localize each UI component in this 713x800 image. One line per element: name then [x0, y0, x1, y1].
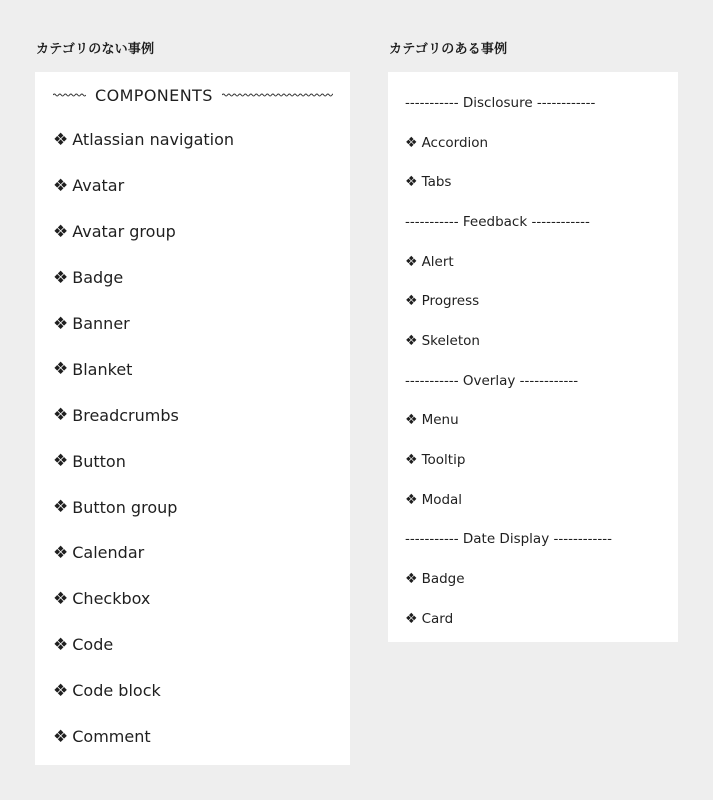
component-list-item-label: Avatar: [72, 176, 125, 196]
categorized-list-item-label: Accordion: [421, 134, 489, 151]
component-list-item-label: Button: [72, 451, 126, 471]
diamond-bullet-icon: ❖: [53, 359, 69, 380]
categorized-list-item-label: Modal: [421, 491, 463, 508]
diamond-bullet-icon: ❖: [405, 610, 418, 627]
wave-right-decoration: [222, 84, 333, 106]
categorized-list-item: [405, 281, 612, 321]
component-list-item: [53, 668, 234, 714]
diamond-bullet-icon: ❖: [53, 680, 69, 701]
component-list-item: [53, 346, 234, 392]
uncategorized-components-panel: [35, 72, 350, 765]
category-separator: [405, 202, 612, 242]
categorized-list-item: [405, 123, 612, 163]
diamond-bullet-icon: ❖: [53, 451, 69, 472]
diamond-bullet-icon: ❖: [53, 405, 69, 426]
categorized-list-item: [405, 242, 612, 282]
component-list-item-label: Atlassian navigation: [72, 130, 235, 150]
categorized-list-item-label: Tabs: [421, 174, 452, 191]
diamond-bullet-icon: ❖: [405, 134, 418, 151]
categorized-component-list: [405, 83, 612, 639]
categorized-list-item-label: Skeleton: [421, 332, 480, 349]
component-list-item: [53, 117, 234, 163]
diamond-bullet-icon: ❖: [405, 253, 418, 270]
category-separator-label: ----------- Overlay ------------: [405, 372, 579, 389]
component-list-item-label: Badge: [72, 268, 124, 288]
categorized-list-item-label: Card: [421, 610, 454, 627]
wave-left-decoration: [53, 84, 86, 106]
component-list-item-label: Avatar group: [72, 222, 176, 242]
diamond-bullet-icon: ❖: [405, 293, 418, 310]
categorized-list-item: [405, 559, 612, 599]
categorized-components-panel: [388, 72, 678, 642]
component-list-item-label: Banner: [72, 314, 130, 333]
categorized-list-item: [405, 321, 612, 361]
diamond-bullet-icon: ❖: [405, 174, 418, 191]
diamond-bullet-icon: ❖: [53, 726, 69, 747]
categorized-list-item-label: Menu: [421, 412, 459, 429]
diamond-bullet-icon: ❖: [405, 332, 418, 349]
category-separator: [405, 83, 612, 123]
right-column-title: カテゴリのある事例: [389, 42, 508, 57]
diamond-bullet-icon: ❖: [53, 221, 69, 242]
categorized-list-item: [405, 599, 612, 639]
component-list-item: [53, 438, 234, 484]
categorized-list-item: [405, 480, 612, 520]
diamond-bullet-icon: ❖: [405, 571, 418, 588]
component-list: [53, 117, 234, 759]
component-list-item: [53, 209, 234, 255]
diamond-bullet-icon: ❖: [405, 452, 418, 469]
left-column-title: カテゴリのない事例: [36, 42, 155, 57]
category-separator: [405, 520, 612, 560]
component-list-item: [53, 484, 234, 530]
component-list-item: [53, 301, 234, 347]
component-list-item: [53, 392, 234, 438]
category-separator-label: ----------- Disclosure ------------: [405, 94, 596, 111]
component-list-item: [53, 163, 234, 209]
component-list-item: [53, 576, 234, 622]
component-list-item-label: Breadcrumbs: [72, 405, 179, 425]
categorized-list-item-label: Alert: [421, 253, 454, 270]
component-list-item: [53, 530, 234, 576]
component-list-item-label: Calendar: [72, 543, 145, 563]
category-separator-label: ----------- Feedback ------------: [405, 213, 590, 230]
diamond-bullet-icon: ❖: [53, 129, 69, 150]
categorized-list-item-label: Progress: [421, 293, 480, 310]
component-list-item-label: Comment: [72, 727, 151, 747]
diamond-bullet-icon: ❖: [53, 313, 69, 334]
component-list-item-label: Code: [72, 635, 114, 655]
categorized-list-item: [405, 440, 612, 480]
diamond-bullet-icon: ❖: [405, 491, 418, 508]
component-list-item-label: Checkbox: [72, 589, 151, 609]
component-list-item: [53, 714, 234, 760]
diamond-bullet-icon: ❖: [53, 542, 69, 563]
diamond-bullet-icon: ❖: [53, 267, 69, 288]
categorized-list-item: [405, 401, 612, 441]
components-header: [53, 84, 333, 106]
component-list-item: [53, 622, 234, 668]
component-list-item: [53, 255, 234, 301]
categorized-list-item: [405, 162, 612, 202]
category-separator: [405, 361, 612, 401]
categorized-list-item-label: Badge: [421, 571, 465, 588]
diamond-bullet-icon: ❖: [405, 412, 418, 429]
diamond-bullet-icon: ❖: [53, 588, 69, 609]
diamond-bullet-icon: ❖: [53, 175, 69, 196]
category-separator-label: ----------- Date Display ------------: [405, 531, 612, 548]
component-list-item-label: Code block: [72, 681, 161, 701]
categorized-list-item-label: Tooltip: [421, 452, 466, 469]
diamond-bullet-icon: ❖: [53, 497, 69, 518]
component-list-item-label: Blanket: [72, 359, 133, 379]
diamond-bullet-icon: ❖: [53, 634, 69, 655]
components-header-label: COMPONENTS: [95, 85, 213, 105]
component-list-item-label: Button group: [72, 497, 178, 517]
